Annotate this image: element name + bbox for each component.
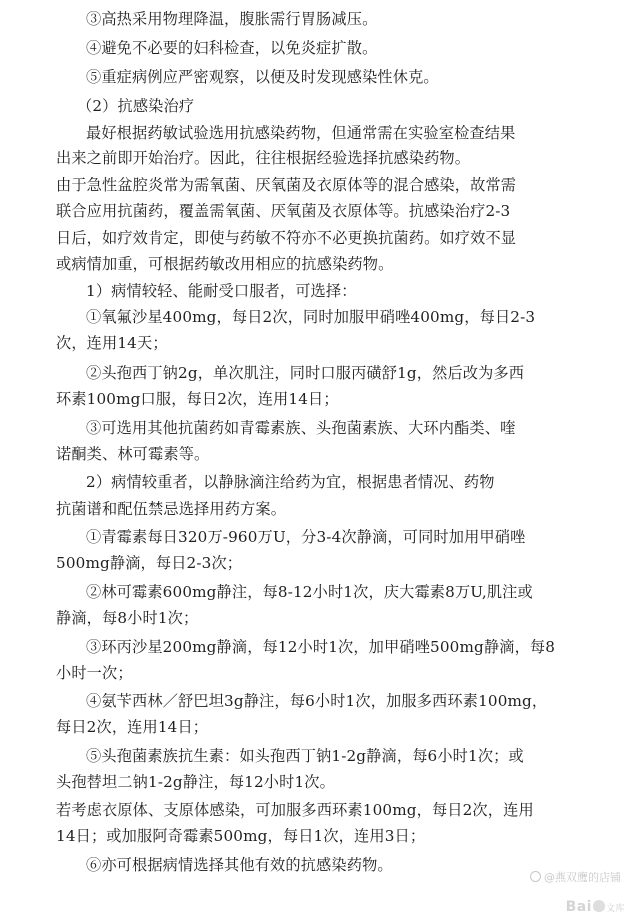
text-line: 次，连用14天；	[56, 334, 168, 352]
text-line: ③环丙沙星200mg静滴，每12小时1次，加甲硝唑500mg静滴，每8	[86, 638, 556, 656]
baidu-wenku-logo	[566, 899, 625, 915]
text-line: 若考虑衣原体、支原体感染，可加服多西环素100mg，每日2次，连用	[56, 801, 534, 819]
store-watermark	[530, 869, 621, 885]
text-line: 诺酮类、林可霉素等。	[56, 445, 210, 463]
store-name: @燕双鹰的店铺	[544, 871, 621, 884]
text-line: ②林可霉素600mg静注，每8-12小时1次，庆大霉素8万U,肌注或	[86, 583, 533, 601]
text-line: 每日2次，连用14日；	[56, 718, 209, 736]
text-line: ⑥亦可根据病情选择其他有效的抗感染药物。	[86, 856, 393, 874]
logo-text: Bai	[565, 899, 592, 915]
text-line: 头孢替坦二钠1-2g静注，每12小时1次。	[56, 773, 335, 791]
text-line: 日后，如疗效肯定，即使与药敏不符亦不必更换抗菌药。如疗效不显	[56, 229, 517, 247]
text-line: 或病情加重，可根据药敏改用相应的抗感染药物。	[56, 255, 394, 273]
text-line: 出来之前即开始治疗。因此，往往根据经验选择抗感染药物。	[56, 149, 471, 167]
text-line: ⑤重症病例应严密观察，以便及时发现感染性休克。	[86, 68, 439, 86]
text-line: ①氧氟沙星400mg，每日2次，同时加服甲硝唑400mg，每日2-3	[86, 308, 536, 326]
text-line: ③高热采用物理降温，腹胀需行胃肠减压。	[86, 10, 378, 28]
text-line: 500mg静滴，每日2-3次；	[56, 554, 243, 572]
user-circle-icon	[530, 871, 541, 882]
text-line: 最好根据药敏试验选用抗感染药物，但通常需在实验室检查结果	[86, 124, 516, 142]
text-line: 1）病情较轻、能耐受口服者，可选择：	[86, 282, 357, 300]
text-line: ④氨苄西林／舒巴坦3g静注，每6小时1次，加服多西环素100mg，	[86, 692, 548, 710]
text-line: 14日；或加服阿奇霉素500mg，每日1次，连用3日；	[56, 827, 426, 845]
text-line: 联合应用抗菌药，覆盖需氧菌、厌氧菌及衣原体等。抗感染治疗2-3	[56, 202, 511, 220]
text-line: 小时一次；	[56, 664, 133, 682]
text-line: ①青霉素每日320万-960万U，分3-4次静滴，可同时加用甲硝唑	[86, 528, 526, 546]
text-line: 静滴，每8小时1次；	[56, 609, 199, 627]
section-heading: （2）抗感染治疗	[77, 97, 195, 115]
text-line: ⑤头孢菌素族抗生素：如头孢西丁钠1-2g静滴，每6小时1次；或	[86, 747, 524, 765]
text-line: ②头孢西丁钠2g，单次肌注，同时口服丙磺舒1g，然后改为多西	[86, 364, 525, 382]
logo-suffix: 文库	[605, 904, 625, 914]
text-line: 环素100mg口服，每日2次，连用14日；	[56, 390, 339, 408]
text-line: 由于急性盆腔炎常为需氧菌、厌氧菌及衣原体等的混合感染，故常需	[56, 176, 517, 194]
text-line: ③可选用其他抗菌药如青霉素族、头孢菌素族、大环内酯类、喹	[86, 419, 516, 437]
paw-icon	[593, 900, 605, 912]
text-line: 抗菌谱和配伍禁忌选择用药方案。	[56, 500, 287, 518]
text-line: 2）病情较重者，以静脉滴注给药为宜，根据患者情况、药物	[86, 473, 495, 491]
text-line: ④避免不必要的妇科检查，以免炎症扩散。	[86, 39, 378, 57]
